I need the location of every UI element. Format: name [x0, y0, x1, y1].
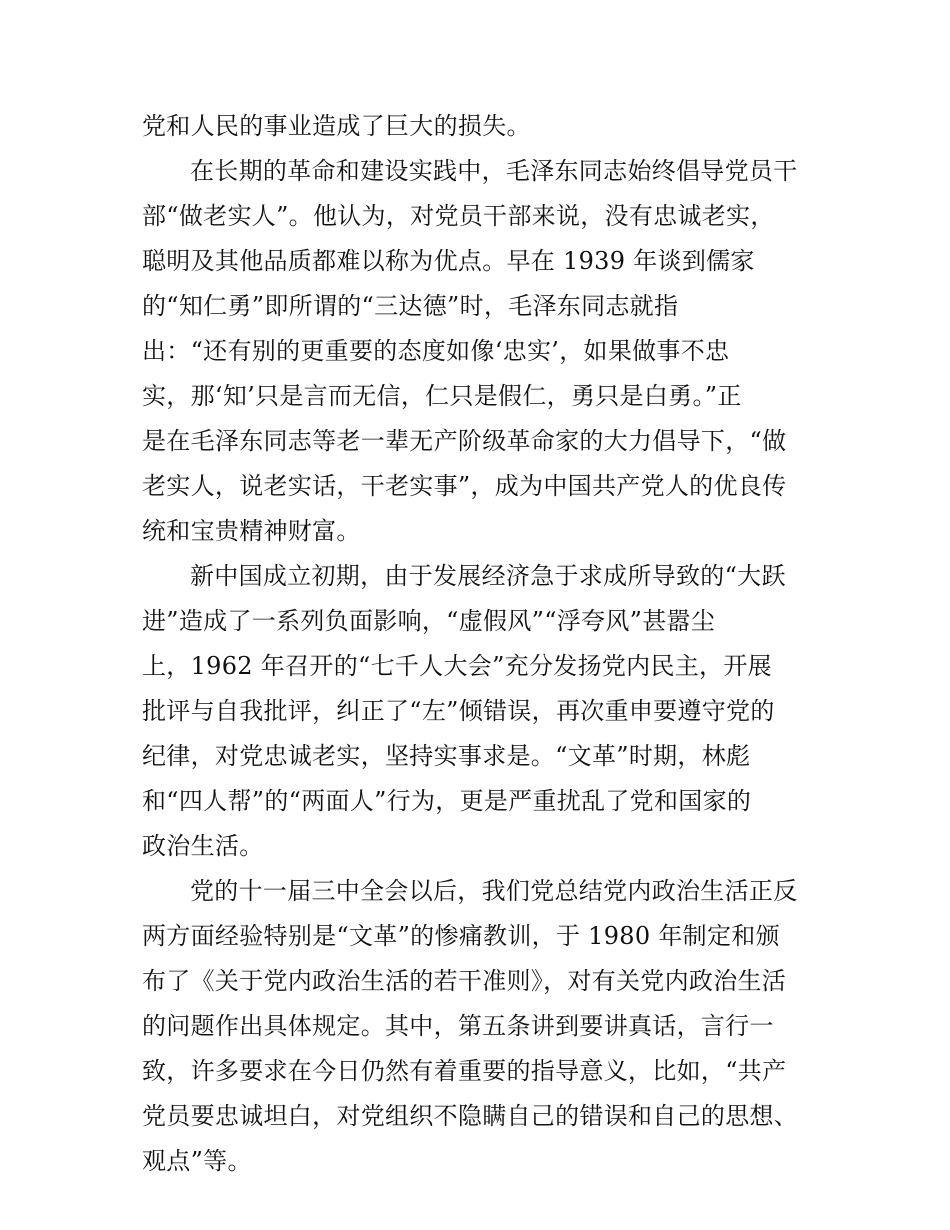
text-line: 致，许多要求在今日仍然有着重要的指导意义，比如，“共产: [142, 1057, 787, 1085]
text-line: 的问题作出具体规定。其中，第五条讲到要讲真话，言行一: [142, 1012, 774, 1040]
text-line: 观点”等。: [142, 1147, 252, 1175]
text-line: 的“知仁勇”即所谓的“三达德”时，毛泽东同志就指: [142, 292, 679, 320]
text-line: 两方面经验特别是“文革”的惨痛教训，于 1980 年制定和颁: [142, 922, 780, 950]
text-line: 统和宝贵精神财富。: [142, 517, 361, 545]
text-line: 老实人，说老实话，干老实事”，成为中国共产党人的优良传: [142, 472, 787, 500]
text-line: 政治生活。: [142, 832, 264, 860]
text-line: 部“做老实人”。他认为，对党员干部来说，没有忠诚老实，: [142, 202, 775, 230]
paragraph-first-line: 新中国成立初期，由于发展经济急于求成所导致的“大跃: [190, 562, 786, 590]
text-line: 实，那‘知’只是言而无信，仁只是假仁，勇只是白勇。”正: [142, 382, 742, 410]
text-line: 纪律，对党忠诚老实，坚持实事求是。“文革”时期，林彪: [142, 742, 751, 770]
text-line: 党员要忠诚坦白，对党组织不隐瞒自己的错误和自己的思想、: [142, 1102, 799, 1130]
text-line: 党和人民的事业造成了巨大的损失。: [142, 112, 531, 140]
text-line: 批评与自我批评，纠正了“左”倾错误，再次重申要遵守党的: [142, 697, 775, 725]
text-line: 聪明及其他品质都难以称为优点。早在 1939 年谈到儒家: [142, 247, 755, 275]
text-line: 和“四人帮”的“两面人”行为，更是严重扰乱了党和国家的: [142, 787, 752, 815]
text-line: 是在毛泽东同志等老一辈无产阶级革命家的大力倡导下，“做: [142, 427, 787, 455]
paragraph-first-line: 在长期的革命和建设实践中，毛泽东同志始终倡导党员干: [190, 157, 798, 185]
text-line: 进”造成了一系列负面影响，“虚假风”“浮夸风”甚嚣尘: [142, 607, 716, 635]
text-line: 出：“还有别的更重要的态度如像‘忠实’，如果做事不忠: [142, 337, 730, 365]
paragraph-first-line: 党的十一届三中全会以后，我们党总结党内政治生活正反: [190, 877, 798, 905]
text-line: 布了《关于党内政治生活的若干准则》，对有关党内政治生活: [142, 967, 787, 995]
text-line: 上，1962 年召开的“七千人大会”充分发扬党内民主，开展: [142, 652, 772, 680]
